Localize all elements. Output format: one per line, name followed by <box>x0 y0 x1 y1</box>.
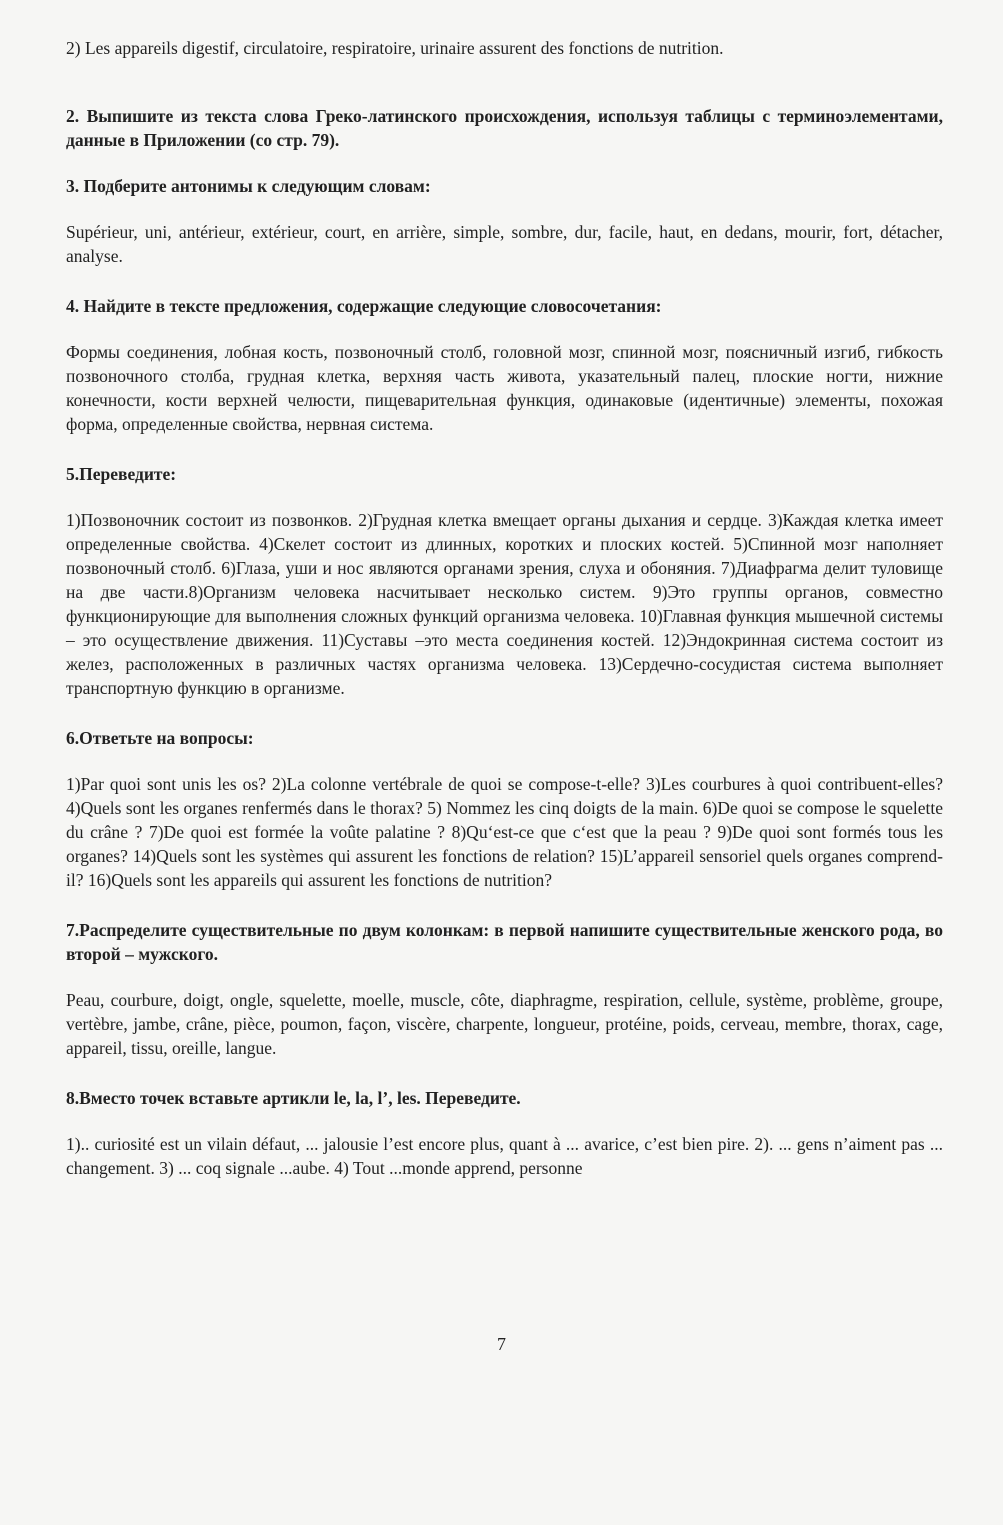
exercise-7 <box>66 918 943 1060</box>
exercise-5 <box>66 462 943 700</box>
intro-line: 2) Les appareils digestif, circulatoire, respiratoire, urinaire assurent des fonctions de nutrition. <box>66 38 724 58</box>
exercise-3-heading: 3. Подберите антонимы к следующим словам: <box>66 176 431 196</box>
exercise-5-text: 1)Позвоночник состоит из позвонков. 2)Грудная клетка вмещает органы дыхания и сердце. 3)Каждая клетка имеет определенные свойства. 4)Скелет состоит из длинных, коротких и плоских костей. 5)Спинной мозг наполняет позвоночный столб. 6)Глаза, уши и нос являются органами зрения, слуха и обоняния. 7)Диафрагма делит туловище на две части.8)Организм человека насчитывает несколько систем. 9)Это группы органов, совместно функционирующие для выполнения сложных функций организма человека. 10)Главная функция мышечной системы – это осуществление движения. 11)Суставы –это места соединения костей. 12)Эндокринная система состоит из желез, расположенных в различных частях организма человека. 13)Сердечно-сосудистая система выполняет транспортную функцию в организме. <box>66 510 943 698</box>
exercise-5-heading: 5.Переведите: <box>66 464 177 484</box>
exercise-7-text: Peau, courbure, doigt, ongle, squelette, moelle, muscle, côte, diaphragme, respiration, cellule, système, problème, groupe, vertèbre, jambe, crâne, pièce, poumon, façon, viscère, charpente, longueur, protéine, poids, cerveau, membre, thorax, cage, appareil, tissu, oreille, langue. <box>66 990 943 1058</box>
exercise-6 <box>66 726 943 892</box>
exercise-3-text: Supérieur, uni, antérieur, extérieur, court, en arrière, simple, sombre, dur, facile, haut, en dedans, mourir, fort, détacher, analyse. <box>66 222 943 266</box>
exercise-8-heading: 8.Вместо точек вставьте артикли le, la, l’, les. Переведите. <box>66 1088 521 1108</box>
exercise-4-text: Формы соединения, лобная кость, позвоночный столб, головной мозг, спинной мозг, поясничный изгиб, гибкость позвоночного столба, грудная клетка, верхняя часть живота, указательный палец, плоские ногти, нижние конечности, кости верхней челюсти, пищеварительная функция, одинаковые (идентичные) элементы, похожая форма, определенные свойства, нервная система. <box>66 342 943 434</box>
exercise-7-heading: 7.Распределите существительные по двум колонкам: в первой напишите существительные женского рода, во второй – мужского. <box>66 920 943 964</box>
exercise-2-heading: 2. Выпишите из текста слова Греко-латинского происхождения, используя таблицы с терминоэлементами, данные в Приложении (со стр. 79). <box>66 106 943 150</box>
exercise-2 <box>66 104 943 152</box>
exercise-4-heading: 4. Найдите в тексте предложения, содержащие следующие словосочетания: <box>66 296 662 316</box>
exercise-6-heading: 6.Ответьте на вопросы: <box>66 728 254 748</box>
exercise-3 <box>66 174 943 268</box>
exercise-8-text: 1).. curiosité est un vilain défaut, ... jalousie l’est encore plus, quant à ... avarice, c’est bien pire. 2). ... gens n’aiment pas ... changement. 3) ... coq signale ...aube. 4) Tout ...monde apprend, personne <box>66 1134 943 1178</box>
exercise-6-text: 1)Par quoi sont unis les os? 2)La colonne vertébrale de quoi se compose-t-elle? 3)Les courbures à quoi contribuent-elles? 4)Quels sont les organes renfermés dans le thorax? 5) Nommez les cinq doigts de la main. 6)De quoi se compose le squelette du crâne ? 7)De quoi est formée la voûte palatine ? 8)Qu‘est-ce que c‘est que la peau ? 9)De quoi sont formés tous les organes? 14)Quels sont les systèmes qui assurent les fonctions de relation? 15)L’appareil sensoriel quels organes comprend-il? 16)Quels sont les appareils qui assurent les fonctions de nutrition? <box>66 774 943 890</box>
page-number: 7 <box>497 1334 506 1354</box>
exercise-8 <box>66 1086 943 1180</box>
exercise-4 <box>66 294 943 436</box>
